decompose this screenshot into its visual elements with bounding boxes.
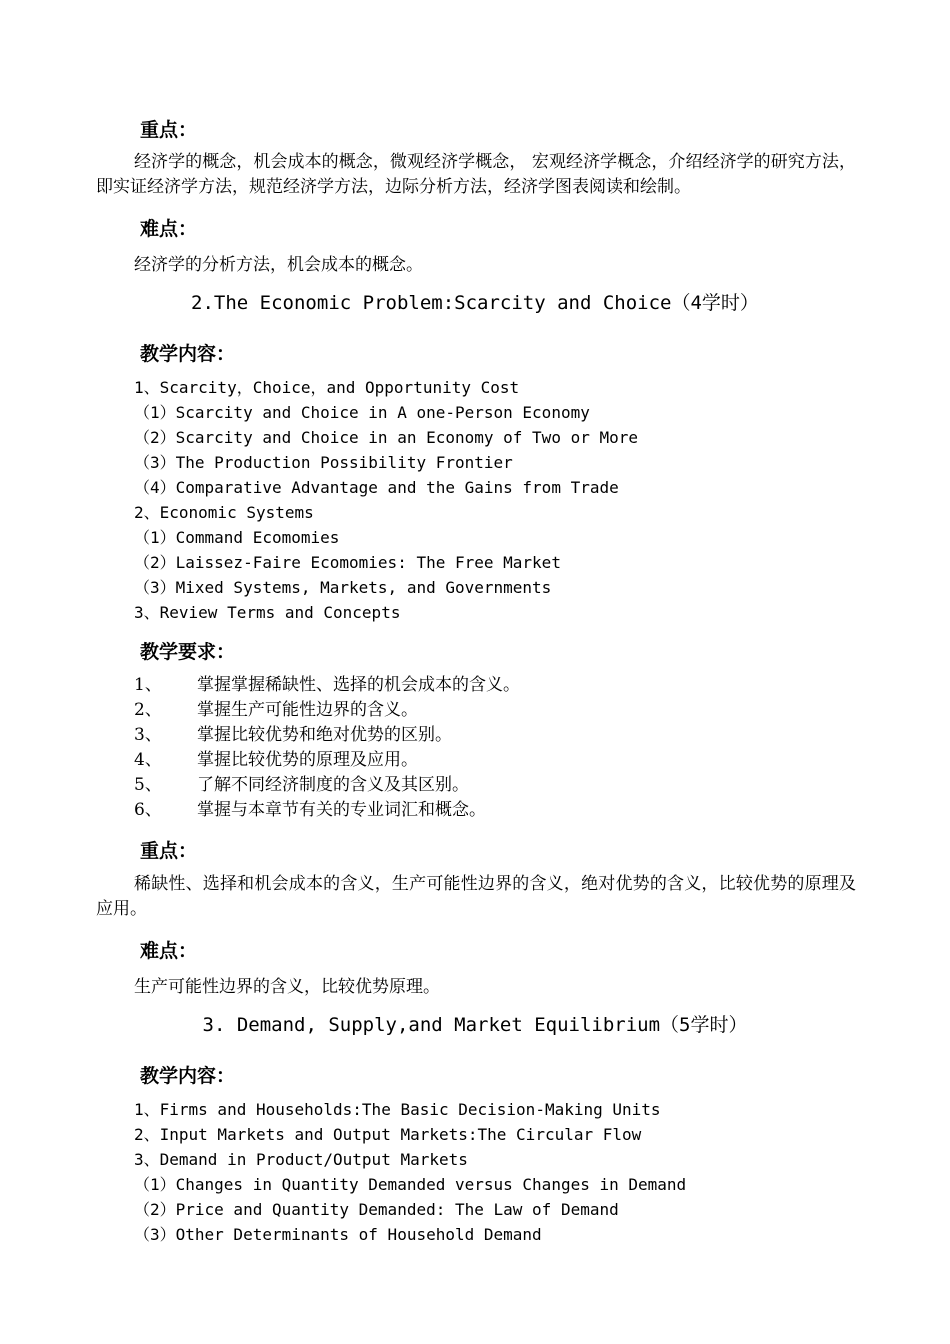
item-number: 5、 <box>134 775 162 795</box>
teaching-content-heading: 教学内容： <box>140 1065 236 1087</box>
list-item: 2、Input Markets and Output Markets:The Circular Flow <box>134 1125 642 1144</box>
list-item <box>134 748 520 773</box>
list-item: （3）Mixed Systems, Markets, and Governments <box>134 578 552 597</box>
key-points-heading: 重点： <box>140 840 198 862</box>
list-item: （1）Command Ecomomies <box>134 528 340 547</box>
chapter-3-title: 3. Demand, Supply,and Market Equilibrium（5学时） <box>202 1014 748 1036</box>
item-number: 2、 <box>134 700 162 720</box>
item-number: 3、 <box>134 725 162 745</box>
list-item: 3、Demand in Product/Output Markets <box>134 1150 468 1169</box>
list-item: （1）Scarcity and Choice in A one-Person Economy <box>134 403 590 422</box>
item-number: 4、 <box>134 750 162 770</box>
list-item <box>134 673 520 698</box>
difficulties-text: 经济学的分析方法，机会成本的概念。 <box>134 255 423 275</box>
item-text: 掌握比较优势和绝对优势的区别。 <box>197 725 452 745</box>
key-points-text: 经济学的概念，机会成本的概念，微观经济学概念， 宏观经济学概念，介绍经济学的研究方法，即实证经济学方法，规范经济学方法，边际分析方法，经济学图表阅读和绘制。 <box>96 152 856 197</box>
list-item: （4）Comparative Advantage and the Gains from Trade <box>134 478 619 497</box>
list-item: 2、Economic Systems <box>134 503 314 522</box>
key-points-text: 稀缺性、选择和机会成本的含义，生产可能性边界的含义，绝对优势的含义，比较优势的原理及应用。 <box>96 874 856 919</box>
list-item: （1）Changes in Quantity Demanded versus Changes in Demand <box>134 1175 687 1194</box>
list-item: 1、Scarcity，Choice，and Opportunity Cost <box>134 378 520 397</box>
list-item: （2）Scarcity and Choice in an Economy of Two or More <box>134 428 639 447</box>
item-text: 掌握与本章节有关的专业词汇和概念。 <box>197 800 486 820</box>
list-item <box>134 723 520 748</box>
difficulties-heading: 难点： <box>140 218 198 240</box>
item-text: 掌握生产可能性边界的含义。 <box>197 700 418 720</box>
item-text: 了解不同经济制度的含义及其区别。 <box>197 775 469 795</box>
teaching-requirements-list <box>134 673 520 823</box>
teaching-content-list <box>134 375 638 625</box>
item-number: 1、 <box>134 675 162 695</box>
teaching-content-heading: 教学内容： <box>140 343 236 365</box>
teaching-content-list <box>134 1097 686 1247</box>
list-item: 1、Firms and Households:The Basic Decision-Making Units <box>134 1100 661 1119</box>
list-item <box>134 773 520 798</box>
list-item: （2）Price and Quantity Demanded: The Law of Demand <box>134 1200 619 1219</box>
chapter-2-title: 2.The Economic Problem:Scarcity and Choice（4学时） <box>191 292 759 314</box>
list-item <box>134 698 520 723</box>
item-text: 掌握比较优势的原理及应用。 <box>197 750 418 770</box>
teaching-requirements-heading: 教学要求： <box>140 641 236 663</box>
item-number: 6、 <box>134 800 162 820</box>
list-item: 3、Review Terms and Concepts <box>134 603 401 622</box>
item-text: 掌握掌握稀缺性、选择的机会成本的含义。 <box>197 675 520 695</box>
list-item: （2）Laissez-Faire Ecomomies: The Free Market <box>134 553 561 572</box>
difficulties-heading: 难点： <box>140 940 198 962</box>
difficulties-text: 生产可能性边界的含义，比较优势原理。 <box>134 977 440 997</box>
list-item: （3）The Production Possibility Frontier <box>134 453 513 472</box>
list-item: （3）Other Determinants of Household Demand <box>134 1225 542 1244</box>
key-points-heading: 重点： <box>140 119 198 141</box>
list-item <box>134 798 520 823</box>
